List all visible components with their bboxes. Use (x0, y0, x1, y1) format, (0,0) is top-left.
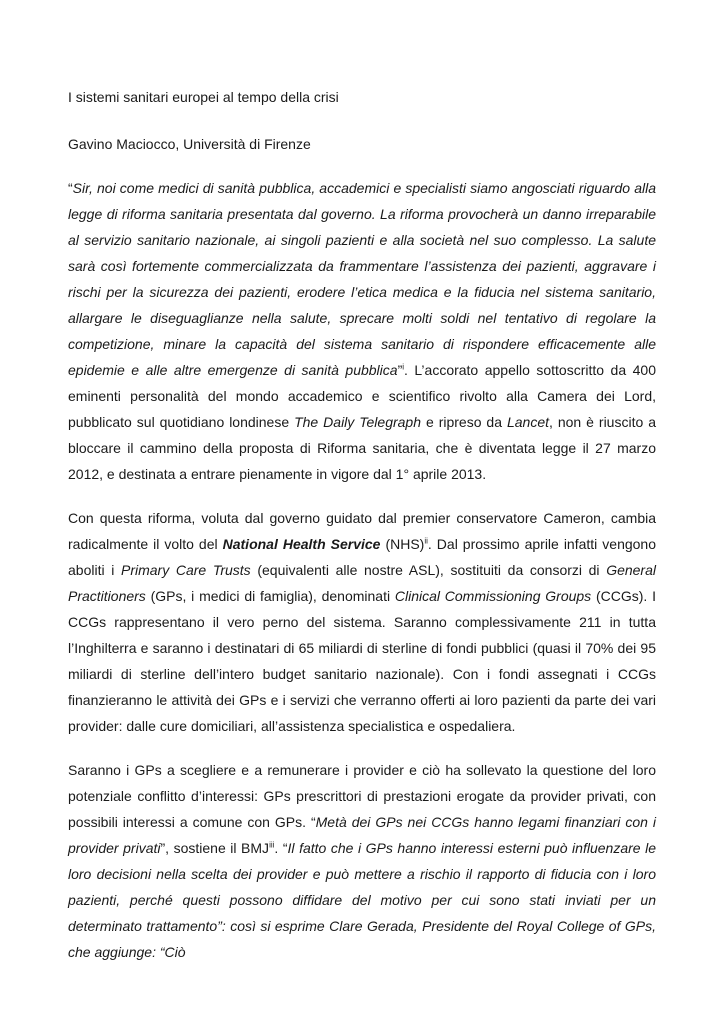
paragraph-3-text-b: ”, sostiene il BMJ (160, 840, 270, 856)
paragraph-2-text-f: (CCGs). I CCGs rappresentano il vero perno del sistema. Saranno complessivamente 211 in tutta l’Inghilterra e saranno i destinatari di 65 miliardi di sterline di fondi pubblici (quasi il 70% dei 95 miliardi di sterline dell’intero budget sanitario nazionale). Con i fondi assegnati i CCGs finanzieranno le attività dei GPs e i servizi che verranno offerti ai loro pazienti da parte dei vari provider: dalle cure domiciliari, all’assistenza specialistica e ospedaliera. (68, 588, 656, 734)
footnote-marker-ii[interactable]: ii (424, 536, 428, 546)
footnote-marker-iii[interactable]: iii (269, 840, 275, 850)
paragraph-3-text-a: Saranno i GPs a scegliere e a remunerare i provider e ciò ha sollevato la questione del loro potenziale conflitto d’interessi: GPs prescrittori di prestazioni erogate da provider privati, con possibili interessi a comune con GPs. “ (68, 762, 656, 830)
paragraph-3-text-d: ”: così si esprime Clare Gerada, Presidente del Royal College of GPs, che aggiunge: “Ciò (68, 918, 656, 960)
paragraph-2-text-a: Con questa riforma, voluta dal governo guidato dal premier conservatore Cameron, cambia radicalmente il volto del (68, 510, 656, 552)
nhs-term: National Health Service (222, 536, 381, 552)
paragraph-3 (68, 757, 656, 965)
newspaper-name: The Daily Telegraph (294, 414, 421, 430)
bmj-quote: Metà dei GPs nei CCGs hanno legami finanziari con i provider privati (68, 814, 656, 856)
gp-term: General Practitioners (68, 562, 656, 604)
gerada-quote: Il fatto che i GPs hanno interessi esterni può influenzare le loro decisioni nella scelta dei provider e può mettere a rischio il rapporto di fiducia con i loro pazienti, perché questi possono diffidare del motivo per cui sono stati inviati per un determinato trattamento (68, 840, 656, 934)
journal-name: Lancet (506, 414, 550, 430)
paragraph-1 (68, 175, 656, 487)
paragraph-1-text-b: e ripreso da (421, 414, 507, 430)
paragraph-2-text-d: (equivalenti alle nostre ASL), sostituiti da consorzi di (250, 562, 607, 578)
document-title: I sistemi sanitari europei al tempo della crisi (68, 89, 339, 105)
ccg-term: Clinical Commissioning Groups (394, 588, 592, 604)
pct-term: Primary Care Trusts (120, 562, 251, 578)
quote-close-mark: ” (397, 362, 403, 378)
paragraph-1-text-a: . L’accorato appello sottoscritto da 400 eminenti personalità del mondo accademico e scientifico rivolto alla Camera dei Lord, pubblicato sul quotidiano londinese (68, 362, 656, 430)
footnote-marker-i[interactable]: i (402, 362, 405, 372)
paragraph-3-text-c: . “ (274, 840, 288, 856)
quoted-appeal: Sir, noi come medici di sanità pubblica, accademici e specialisti siamo angosciati riguardo alla legge di riforma sanitaria presentata dal governo. La riforma provocherà un danno irreparabile al servizio sanitario nazionale, ai singoli pazienti e alla società nel suo complesso. La salute sarà così fortemente commercializzata da frammentare l’assistenza dei pazienti, aggravare i rischi per la sicurezza dei pazienti, erodere l’etica medica e la fiducia nel sistema sanitario, allargare le diseguaglianze nella salute, sprecare molti soldi nel tentativo di regolare la competizione, minare la capacità del sistema sanitario di rispondere efficacemente alle epidemie e alle altre emergenze di sanità pubblica (68, 180, 656, 378)
quote-open-mark: “ (68, 180, 73, 196)
author-line: Gavino Maciocco, Università di Firenze (68, 136, 311, 152)
paragraph-2-text-c: . Dal prossimo aprile infatti vengono aboliti i (68, 536, 656, 578)
paragraph-2-text-e: (GPs, i medici di famiglia), denominati (145, 588, 395, 604)
paragraph-2 (68, 505, 656, 739)
paragraph-2-text-b: (NHS) (380, 536, 425, 552)
paragraph-1-text-c: , non è riuscito a bloccare il cammino della proposta di Riforma sanitaria, che è diventata legge il 27 marzo 2012, e destinata a entrare pienamente in vigore dal 1° aprile 2013. (68, 414, 656, 482)
